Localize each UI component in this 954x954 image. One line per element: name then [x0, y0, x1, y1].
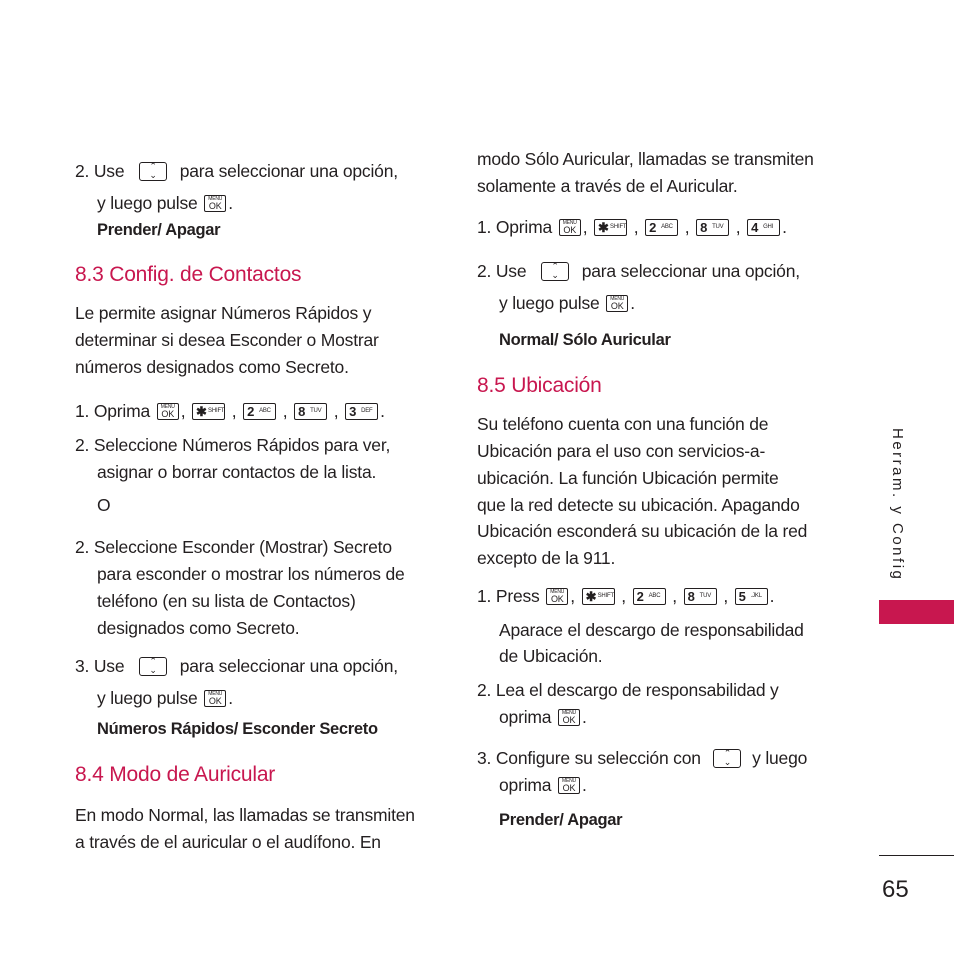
left-step2-line2 [97, 190, 233, 217]
text: , [180, 401, 186, 421]
page-number: 65 [882, 876, 909, 903]
key-label: MENU [208, 691, 223, 697]
text: . [769, 586, 775, 606]
key-8-icon [294, 403, 327, 420]
key-label: OK [562, 715, 576, 725]
text: para seleccionar una opción, [179, 161, 398, 181]
left-step2b-line1: 2. Seleccione Esconder (Mostrar) Secreto [75, 537, 392, 557]
key-label: MENU [610, 296, 625, 302]
text: , [633, 217, 639, 237]
key-label: MENU [160, 404, 175, 410]
footer-rule [879, 855, 954, 856]
key-8-icon [696, 219, 729, 236]
text: oprima [499, 707, 552, 727]
key-2-icon [633, 588, 666, 605]
text: 2. Use [477, 261, 527, 281]
key-label: DEF [361, 408, 373, 414]
nav-key-icon [139, 162, 167, 181]
right-press-step [477, 583, 774, 610]
menu-ok-key-icon [558, 709, 580, 726]
key-8-icon [684, 588, 717, 605]
key-label: ✱ [585, 589, 597, 604]
left-step2b-line4: designados como Secreto. [97, 618, 300, 638]
p83-line2: determinar si desea Esconder o Mostrar [75, 330, 379, 350]
key-label: ABC [648, 593, 661, 599]
menu-ok-key-icon [157, 403, 179, 420]
key-label: 3 [349, 404, 357, 419]
key-label: 8 [298, 404, 306, 419]
right-step2-option: Normal/ Sólo Auricular [499, 331, 671, 349]
p85-line4: que la red detecte su ubicación. Apagando [477, 495, 800, 515]
configure-line1 [477, 745, 807, 772]
read-line1: 2. Lea el descargo de responsabilidad y [477, 680, 779, 700]
left-step3-line1 [75, 653, 398, 680]
key-label: MENU [550, 589, 565, 595]
appear-line2: de Ubicación. [499, 646, 603, 666]
section-heading-8-4: 8.4 Modo de Auricular [75, 763, 276, 786]
text: , [684, 217, 690, 237]
text: 3. Configure su selección con [477, 748, 701, 768]
p85-line6: excepto de la 911. [477, 548, 616, 568]
text: . [228, 688, 233, 708]
text: oprima [499, 775, 552, 795]
left-step2-line1 [75, 158, 398, 185]
text: , [582, 217, 588, 237]
left-step2a-line1: 2. Seleccione Números Rápidos para ver, [75, 435, 391, 455]
key-label: OK [563, 225, 576, 235]
text: . [581, 775, 587, 795]
text: 1. Oprima [477, 217, 553, 237]
text: , [333, 401, 339, 421]
read-line2 [499, 704, 587, 731]
key-label: 4 [751, 220, 759, 235]
left-step3-option: Números Rápidos/ Esconder Secreto [97, 720, 378, 738]
key-label: OK [610, 301, 624, 311]
text: , [735, 217, 741, 237]
key-label: TUV [699, 593, 712, 599]
key-label: 5 [738, 589, 746, 604]
key-label: ABC [661, 224, 673, 230]
key-label: .JKL [750, 593, 762, 599]
key-label: SHIFT [610, 224, 627, 230]
key-label: MENU [562, 778, 576, 784]
text: y luego pulse [97, 193, 198, 213]
star-shift-key-icon [192, 403, 225, 420]
key-label: 8 [687, 589, 695, 604]
key-label: SHIFT [208, 408, 225, 414]
section-heading-8-3: 8.3 Config. de Contactos [75, 263, 302, 286]
key-label: ABC [259, 408, 271, 414]
left-step1 [75, 398, 385, 425]
key-label: OK [161, 409, 174, 419]
text: 1. Oprima [75, 401, 151, 421]
key-label: GHI [763, 224, 774, 230]
left-step2b-line3: teléfono (en su lista de Contactos) [97, 591, 356, 611]
right-step1 [477, 214, 787, 241]
p85-line2: Ubicación para el uso con servicios-a- [477, 441, 766, 461]
nav-key-icon [713, 749, 741, 768]
key-2-icon [645, 219, 678, 236]
key-label: ⌃ [723, 748, 732, 758]
nav-key-icon [139, 657, 167, 676]
key-label: ✱ [196, 404, 207, 419]
key-label: ⌃ [551, 261, 559, 271]
key-3-icon [345, 403, 378, 420]
key-label: OK [208, 201, 222, 211]
left-step2a-line2: asignar o borrar contactos de la lista. [97, 462, 377, 482]
key-label: ⌄ [149, 170, 157, 180]
key-label: 2 [649, 220, 657, 235]
key-5-icon [735, 588, 768, 605]
text: , [723, 586, 728, 606]
or-text: O [97, 495, 111, 515]
menu-ok-key-icon [558, 777, 580, 794]
key-label: ⌄ [551, 270, 559, 280]
right-step2-line1 [477, 258, 800, 285]
menu-ok-key-icon [204, 690, 226, 707]
text: , [621, 586, 626, 606]
key-label: ⌄ [149, 665, 157, 675]
key-2-icon [243, 403, 276, 420]
text: , [231, 401, 237, 421]
p83-line1: Le permite asignar Números Rápidos y [75, 303, 372, 323]
nav-key-icon [541, 262, 569, 281]
configure-line2 [499, 772, 587, 799]
p85-line1: Su teléfono cuenta con una función de [477, 414, 769, 434]
text: , [570, 586, 575, 606]
text: , [672, 586, 677, 606]
text: para seleccionar una opción, [179, 656, 398, 676]
menu-ok-key-icon [606, 295, 628, 312]
p84-line1: En modo Normal, las llamadas se transmiten [75, 805, 415, 825]
key-label: MENU [208, 196, 223, 202]
text: y luego pulse [499, 293, 600, 313]
left-step2-option: Prender/ Apagar [97, 221, 221, 239]
right-step2-line2 [499, 290, 635, 317]
appear-line1: Aparace el descargo de responsabilidad [499, 620, 804, 640]
p84-line2: a través de el auricular o el audífono. En [75, 832, 381, 852]
text: y luego pulse [97, 688, 198, 708]
key-4-icon [747, 219, 780, 236]
p85-line3: ubicación. La función Ubicación permite [477, 468, 779, 488]
key-label: ⌄ [723, 757, 732, 767]
text: . [380, 401, 385, 421]
key-label: SHIFT [597, 593, 614, 599]
key-label: ✱ [598, 220, 609, 235]
text: para seleccionar una opción, [581, 261, 800, 281]
key-label: MENU [562, 220, 577, 226]
key-label: TUV [310, 408, 322, 414]
key-label: ⌃ [149, 656, 157, 666]
key-label: 2 [247, 404, 255, 419]
chapter-tab-bar [879, 600, 954, 624]
right-p-line1: modo Sólo Auricular, llamadas se transmiten [477, 149, 814, 169]
right-p-line2: solamente a través de el Auricular. [477, 176, 738, 196]
text: . [630, 293, 635, 313]
text: . [782, 217, 787, 237]
menu-ok-key-icon [559, 219, 581, 236]
p85-line5: Ubicación esconderá su ubicación de la red [477, 521, 808, 541]
text: y luego [752, 748, 808, 768]
left-step3-line2 [97, 685, 233, 712]
key-label: OK [208, 696, 222, 706]
key-label: ⌃ [149, 161, 157, 171]
text: , [282, 401, 288, 421]
chapter-side-label: Herram. y Config [889, 428, 906, 582]
text: . [581, 707, 587, 727]
text: . [228, 193, 233, 213]
text: 2. Use [75, 161, 125, 181]
key-label: OK [562, 783, 576, 793]
p83-line3: números designados como Secreto. [75, 357, 349, 377]
menu-ok-key-icon [546, 588, 568, 605]
text: 1. Press [477, 586, 540, 606]
text: 3. Use [75, 656, 125, 676]
left-step2b-line2: para esconder o mostrar los números de [97, 564, 405, 584]
key-label: MENU [562, 710, 576, 716]
section-heading-8-5: 8.5 Ubicación [477, 374, 602, 397]
star-shift-key-icon [582, 588, 615, 605]
menu-ok-key-icon [204, 195, 226, 212]
key-label: 8 [700, 220, 708, 235]
star-shift-key-icon [594, 219, 627, 236]
key-label: OK [550, 594, 564, 604]
key-label: 2 [636, 589, 644, 604]
configure-option: Prender/ Apagar [499, 811, 623, 829]
key-label: TUV [712, 224, 724, 230]
